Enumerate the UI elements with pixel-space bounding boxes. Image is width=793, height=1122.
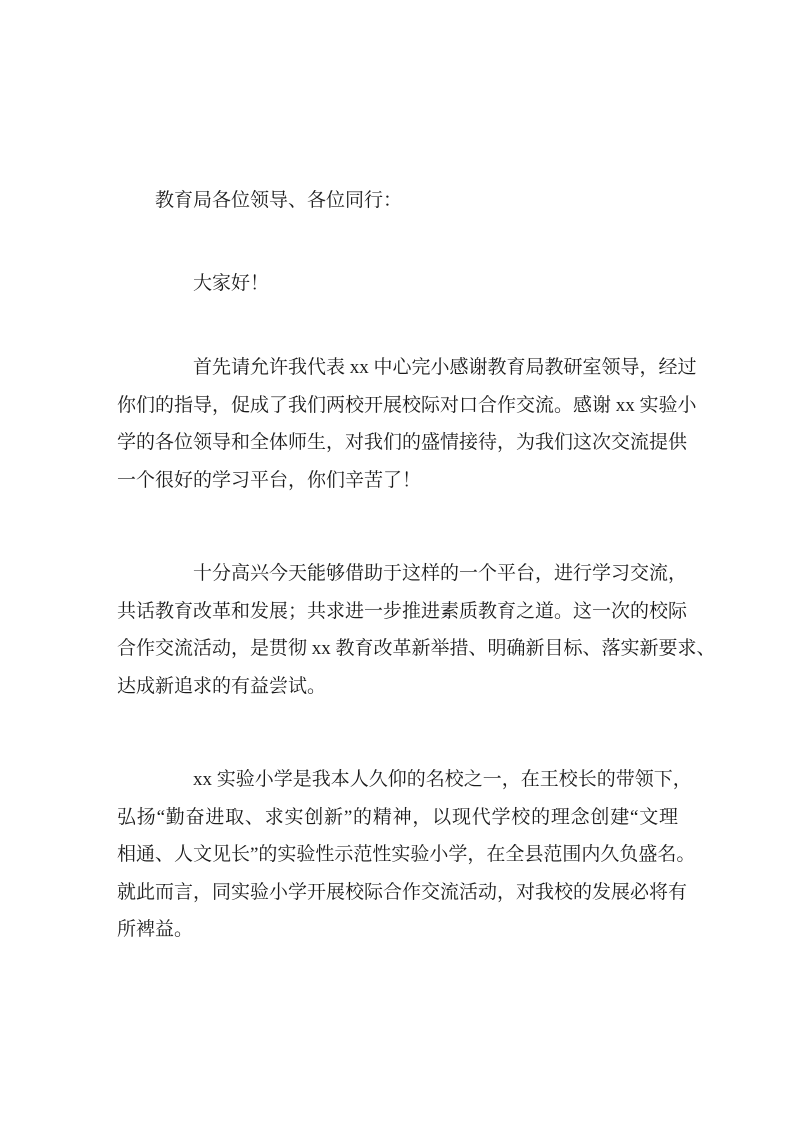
paragraph-line: 首先请允许我代表 xx 中心完小感谢教育局教研室领导，经过	[193, 357, 697, 378]
paragraph-line: 所裨益。	[117, 919, 194, 940]
paragraph-line: 就此而言，同实验小学开展校际合作交流活动，对我校的发展必将有	[117, 881, 688, 903]
paragraph-line: xx 实验小学是我本人久仰的名校之一，在王校长的带领下，	[193, 769, 692, 790]
paragraph-thanks	[117, 349, 697, 499]
greeting	[117, 265, 678, 303]
paragraph-line: 一个很好的学习平台，你们辛苦了！	[117, 469, 422, 491]
paragraph-line: 十分高兴今天能够借助于这样的一个平台，进行学习交流，	[193, 563, 688, 584]
paragraph-line: 共话教育改革和发展；共求进一步推进素质教育之道。这一次的校际	[117, 600, 688, 622]
salutation-text: 教育局各位领导、各位同行：	[155, 190, 403, 211]
paragraph-line: 相通、人文见长”的实验性示范性实验小学，在全县范围内久负盛名。	[117, 844, 696, 865]
paragraph-line: 合作交流活动，是贯彻 xx 教育改革新举措、明确新目标、落实新要求、	[117, 638, 716, 659]
greeting-text: 大家好！	[193, 273, 270, 294]
paragraph-line: 你们的指导，促成了我们两校开展校际对口合作交流。感谢 xx 实验小	[117, 394, 697, 416]
salutation	[117, 182, 678, 220]
paragraph-line: 弘扬“勤奋进取、求实创新”的精神，以现代学校的理念创建“文理	[117, 806, 678, 828]
paragraph-exchange	[117, 555, 716, 705]
paragraph-line: 学的各位领导和全体师生，对我们的盛情接待，为我们这次交流提供	[117, 432, 688, 453]
paragraph-school	[117, 761, 696, 949]
paragraph-line: 达成新追求的有益尝试。	[117, 675, 327, 697]
